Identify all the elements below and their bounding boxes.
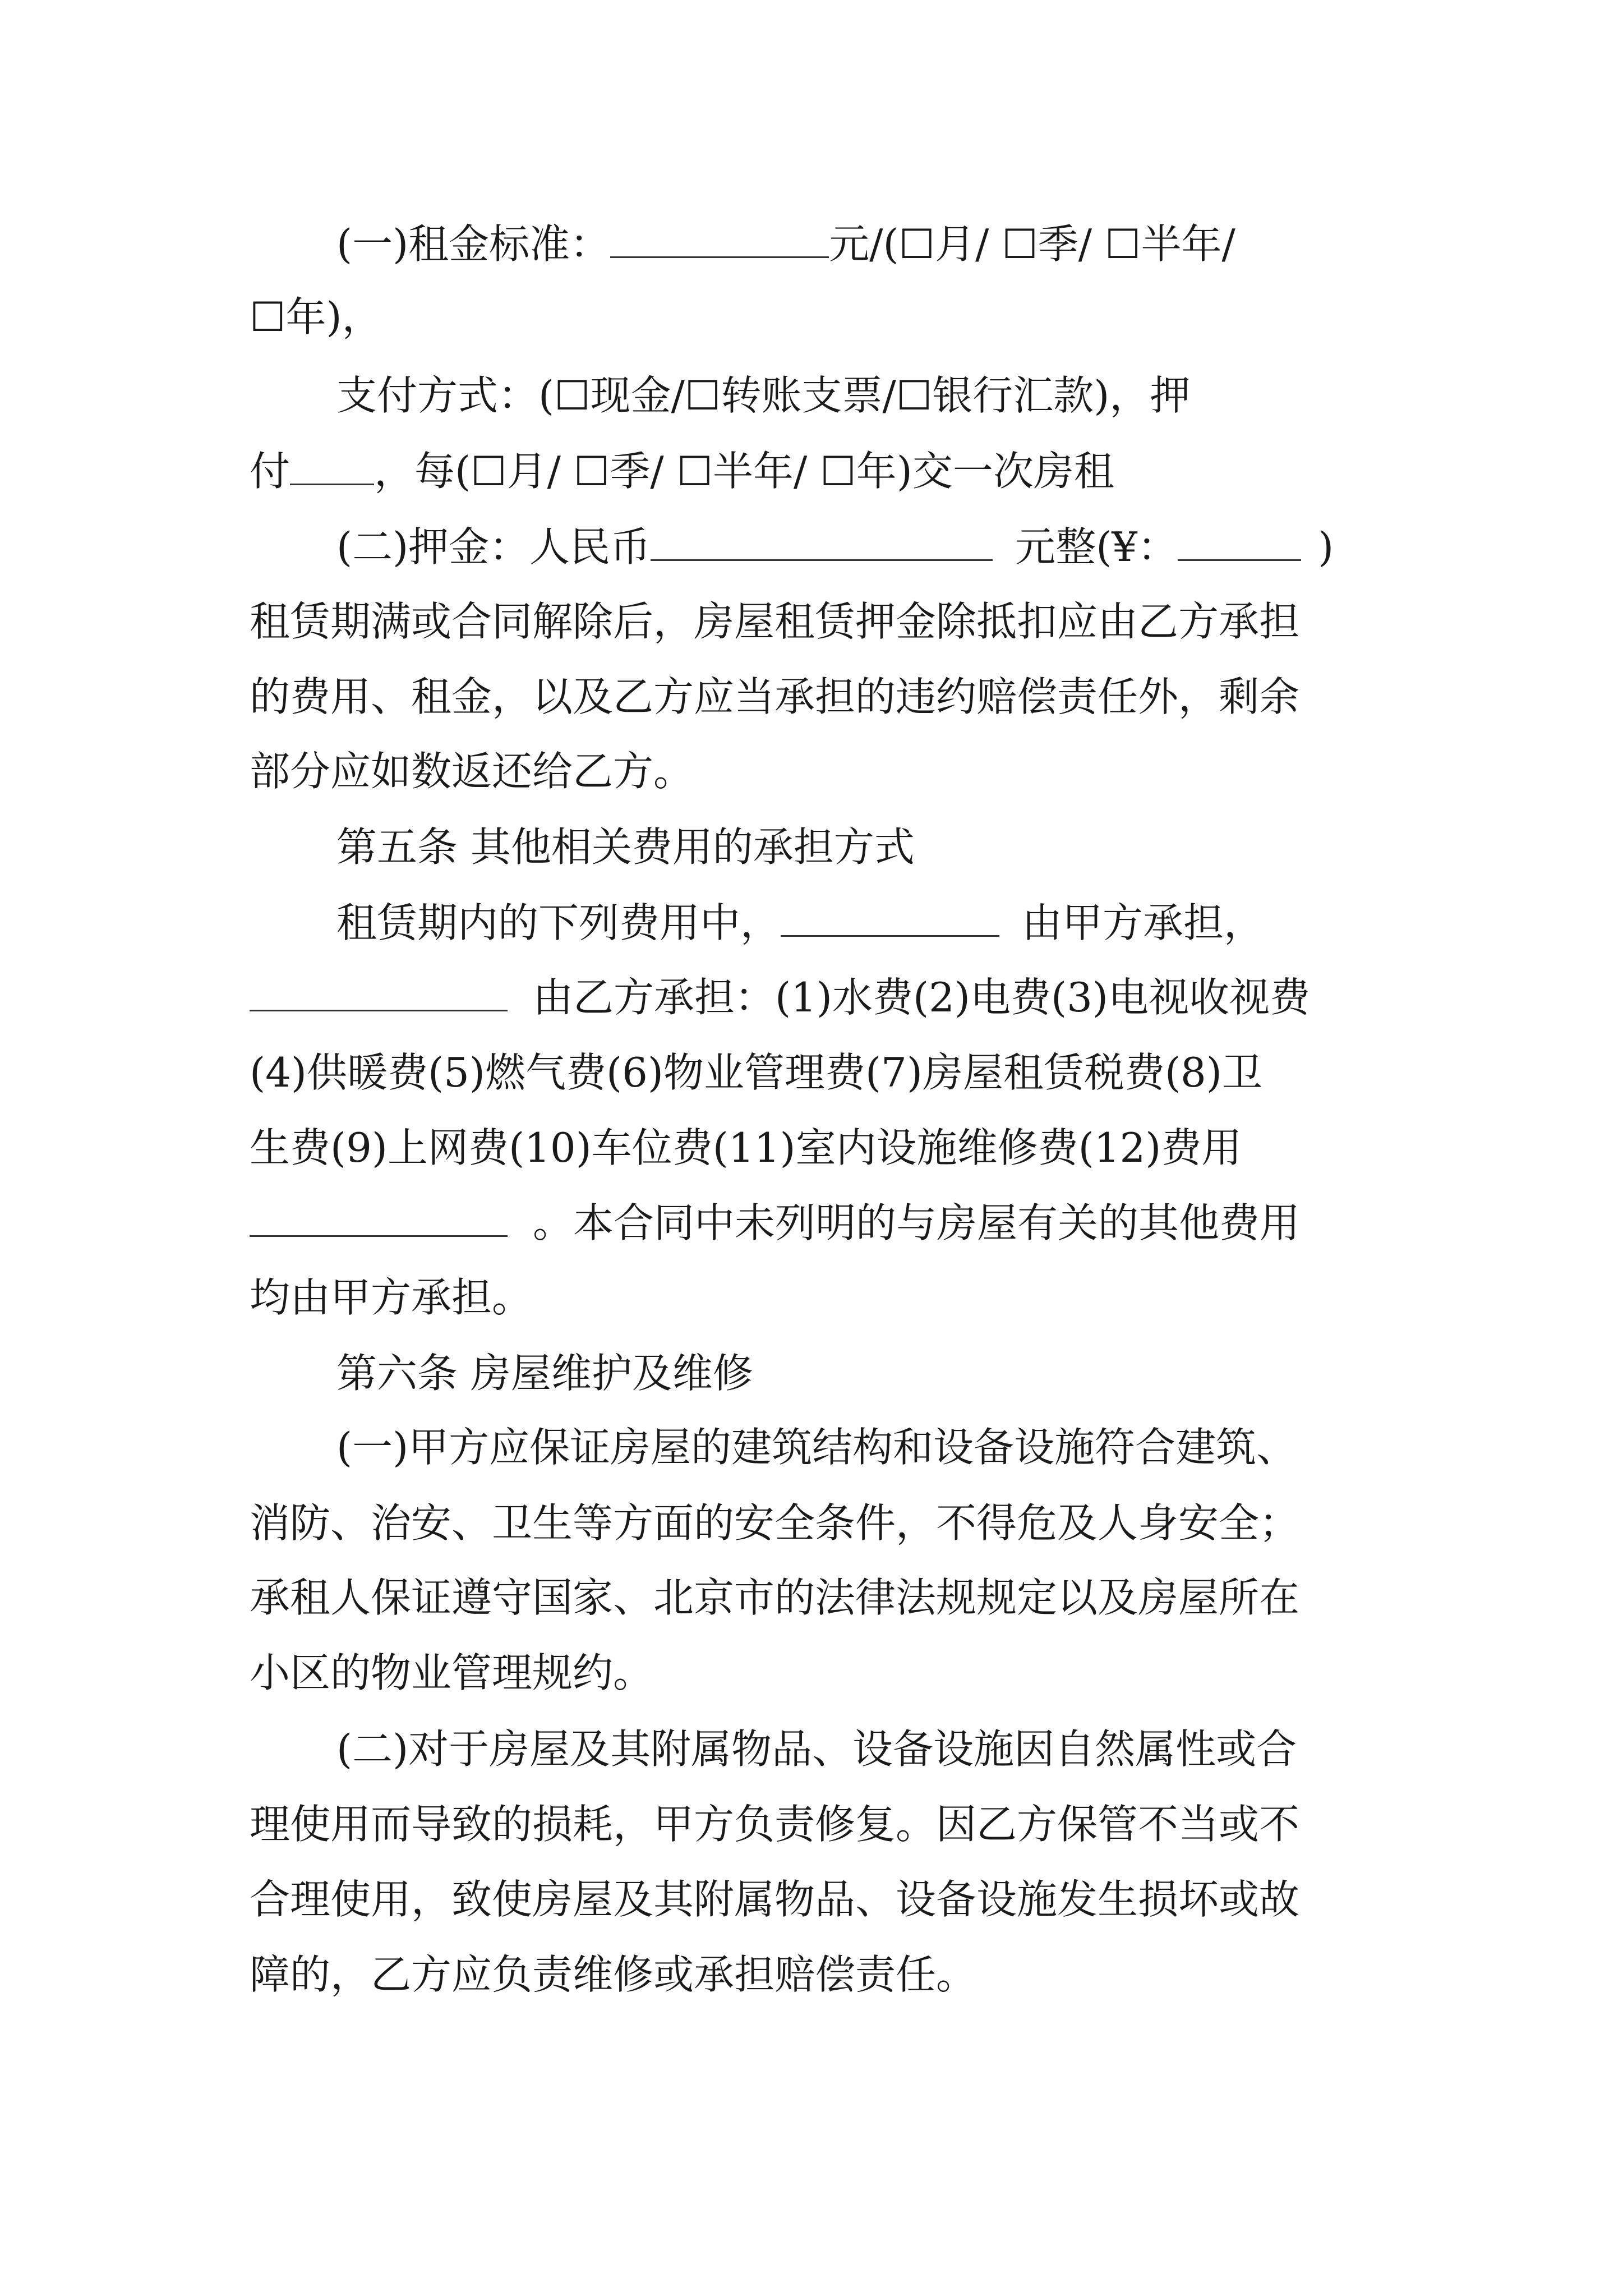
other-fees-blank: [250, 1200, 508, 1237]
paragraph-line: 租赁期满或合同解除后，房屋租赁押金除抵扣应由乙方承担: [250, 598, 1300, 645]
paragraph-line: (4)供暖费(5)燃气费(6)物业管理费(7)房屋租赁税费(8)卫: [250, 1049, 1262, 1096]
payment-method-line: 支付方式：(☐现金/☐转账支票/☐银行汇款)，押: [336, 372, 1191, 419]
fees-intro: 租赁期内的下列费用中，: [336, 899, 781, 946]
paragraph-line: 理使用而导致的损耗，甲方负责修复。因乙方保管不当或不: [250, 1801, 1300, 1848]
fees-tenant-line: [250, 969, 1310, 1025]
paragraph-line: 均由甲方承担。: [250, 1274, 533, 1321]
article-five-heading: 第五条 其他相关费用的承担方式: [336, 823, 915, 871]
payment-cycle-line: [250, 443, 1114, 499]
rent-amount-blank: [610, 222, 829, 258]
deposit-amount-blank: [651, 524, 993, 561]
paragraph-line: (一)甲方应保证房屋的建筑结构和设备设施符合建筑、: [336, 1424, 1297, 1471]
fees-landlord-line: [336, 895, 1264, 951]
rent-period-year-line: ☐年)，: [250, 293, 382, 341]
paragraph-line: 小区的物业管理规约。: [250, 1649, 654, 1696]
landlord-fees-blank: [781, 900, 999, 937]
rent-standard-label: (一)租金标准：: [336, 220, 611, 268]
pay-months-blank: [290, 449, 374, 485]
deposit-yuan-label: 元整(¥：: [1015, 523, 1178, 570]
paragraph-line: 消防、治安、卫生等方面的安全条件，不得危及人身安全；: [250, 1499, 1300, 1547]
paragraph-line: 合理使用，致使房屋及其附属物品、设备设施发生损坏或故: [250, 1876, 1300, 1923]
paragraph-line: 部分应如数返还给乙方。: [250, 748, 694, 795]
landlord-bears-label: 由甲方承担，: [1022, 899, 1265, 946]
deposit-close-paren: ): [1318, 523, 1334, 570]
paragraph-line: 生费(9)上网费(10)车位费(11)室内设施维修费(12)费用: [250, 1124, 1242, 1171]
paragraph-line: 障的，乙方应负责维修或承担赔偿责任。: [250, 1951, 977, 1998]
other-fees-text: 。本合同中未列明的与房屋有关的其他费用: [533, 1199, 1301, 1246]
paragraph-line: 承租人保证遵守国家、北京市的法律法规规定以及房屋所在: [250, 1574, 1300, 1621]
tenant-bears-label: 由乙方承担：(1)水费(2)电费(3)电视收视费: [533, 974, 1310, 1021]
tenant-fees-blank: [250, 975, 508, 1011]
pay-label: 付: [250, 448, 291, 495]
rent-standard-line: [336, 216, 1235, 272]
other-fees-line: [250, 1195, 1300, 1251]
deposit-line: [336, 519, 1334, 575]
deposit-figure-blank: [1178, 524, 1301, 561]
article-six-heading: 第六条 房屋维护及维修: [336, 1350, 753, 1397]
deposit-label: (二)押金：人民币: [336, 523, 651, 570]
paragraph-line: (二)对于房屋及其附属物品、设备设施因自然属性或合: [336, 1726, 1297, 1773]
pay-cycle-options: ，每(☐月/ ☐季/ ☐半年/ ☐年)交一次房租: [374, 448, 1114, 495]
rent-period-options: 元/(☐月/ ☐季/ ☐半年/: [829, 220, 1235, 268]
paragraph-line: 的费用、租金，以及乙方应当承担的违约赔偿责任外，剩余: [250, 673, 1300, 720]
